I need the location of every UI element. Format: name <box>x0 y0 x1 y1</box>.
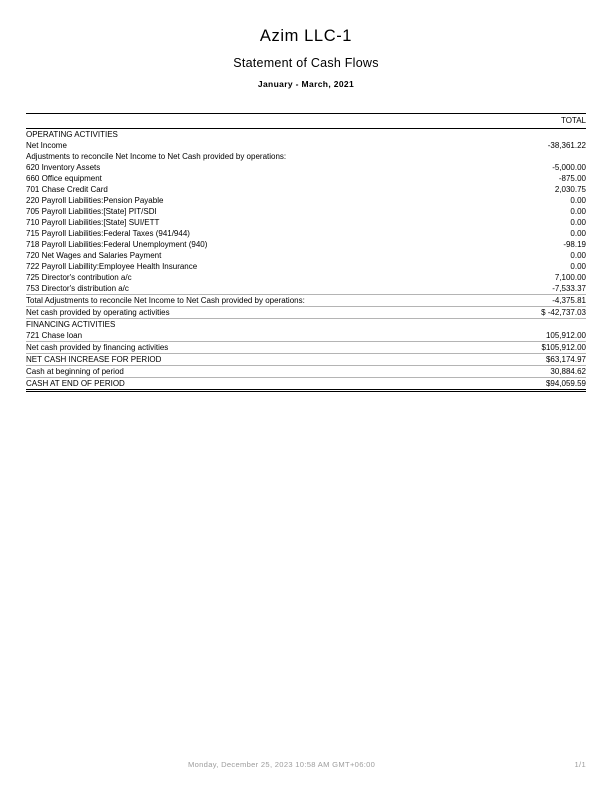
row-label: 720 Net Wages and Salaries Payment <box>26 251 162 260</box>
report-title: Statement of Cash Flows <box>233 56 379 70</box>
table-row <box>26 295 586 307</box>
row-label: Total Adjustments to reconcile Net Income to Net Cash provided by operations: <box>26 295 456 307</box>
table-row <box>26 342 586 354</box>
row-label: NET CASH INCREASE FOR PERIOD <box>26 354 456 366</box>
row-value: 0.00 <box>570 207 586 216</box>
table-row <box>26 162 586 173</box>
row-label: OPERATING ACTIVITIES <box>26 129 456 141</box>
row-value: -7,533.37 <box>552 284 586 293</box>
table-row <box>26 184 586 195</box>
footer-timestamp: Monday, December 25, 2023 10:58 AM GMT+06:00 <box>188 760 376 769</box>
row-label: 722 Payroll Liabillity:Employee Health Insurance <box>26 262 198 271</box>
row-label: 705 Payroll Liabilities:[State] PIT/SDI <box>26 207 157 216</box>
row-label: 701 Chase Credit Card <box>26 185 108 194</box>
row-value: $63,174.97 <box>456 354 586 366</box>
table-row <box>26 366 586 378</box>
row-value: 30,884.62 <box>456 366 586 378</box>
row-label: 718 Payroll Liabilities:Federal Unemployment (940) <box>26 240 208 249</box>
table-row <box>26 319 586 331</box>
row-label: 660 Office equipment <box>26 174 102 183</box>
row-value: 7,100.00 <box>554 273 586 282</box>
row-label: 753 Director's distribution a/c <box>26 284 129 293</box>
table-row <box>26 151 586 162</box>
row-value <box>456 319 586 331</box>
row-label: 715 Payroll Liabilities:Federal Taxes (941/944) <box>26 229 190 238</box>
row-label: Cash at beginning of period <box>26 366 456 378</box>
row-label: FINANCING ACTIVITIES <box>26 319 456 331</box>
row-label: Net cash provided by operating activities <box>26 307 456 319</box>
row-value: 2,030.75 <box>554 185 586 194</box>
cash-flow-table <box>26 113 586 392</box>
row-value: $105,912.00 <box>456 342 586 354</box>
row-value: 0.00 <box>570 196 586 205</box>
row-label: 725 Director's contribution a/c <box>26 273 132 282</box>
table-row <box>26 206 586 217</box>
table-row <box>26 378 586 391</box>
row-value: 0.00 <box>570 218 586 227</box>
row-value: $94,059.59 <box>456 378 586 391</box>
row-value: -98.19 <box>563 240 586 249</box>
table-row <box>26 307 586 319</box>
table-row <box>26 228 586 239</box>
table-row <box>26 354 586 366</box>
row-label: Adjustments to reconcile Net Income to Net Cash provided by operations: <box>26 152 287 161</box>
page-footer <box>26 760 586 774</box>
row-value: 0.00 <box>570 262 586 271</box>
row-value: -38,361.22 <box>547 141 586 150</box>
table-column-header-row <box>26 114 586 129</box>
row-value: $ -42,737.03 <box>456 307 586 319</box>
report-header <box>26 26 586 90</box>
row-value: 105,912.00 <box>545 331 586 340</box>
row-value: -5,000.00 <box>552 163 586 172</box>
company-name: Azim LLC-1 <box>259 27 353 45</box>
table-row <box>26 195 586 206</box>
row-label: CASH AT END OF PERIOD <box>26 378 456 391</box>
table-row <box>26 129 586 141</box>
row-label: 721 Chase loan <box>26 331 83 340</box>
row-value <box>456 129 586 141</box>
cash-flow-table-body <box>26 114 586 391</box>
column-header-total: TOTAL <box>456 114 586 129</box>
row-label: 710 Payroll Liabilities:[State] SUI/ETT <box>26 218 160 227</box>
table-row <box>26 217 586 228</box>
row-value <box>456 151 586 162</box>
table-row <box>26 173 586 184</box>
table-row <box>26 330 586 342</box>
table-row <box>26 239 586 250</box>
footer-page-number: 1/1 <box>574 760 586 769</box>
column-header-blank <box>26 114 456 129</box>
row-label: 220 Payroll Liabilities:Pension Payable <box>26 196 164 205</box>
report-period: January - March, 2021 <box>257 79 355 89</box>
table-row <box>26 261 586 272</box>
table-row <box>26 272 586 283</box>
table-row <box>26 283 586 295</box>
row-label: Net cash provided by financing activities <box>26 342 456 354</box>
row-label: 620 Inventory Assets <box>26 163 101 172</box>
row-value: 0.00 <box>570 251 586 260</box>
table-row <box>26 250 586 261</box>
table-row <box>26 140 586 151</box>
row-value: -4,375.81 <box>456 295 586 307</box>
row-value: 0.00 <box>570 229 586 238</box>
row-label: Net Income <box>26 141 67 150</box>
row-value: -875.00 <box>558 174 586 183</box>
